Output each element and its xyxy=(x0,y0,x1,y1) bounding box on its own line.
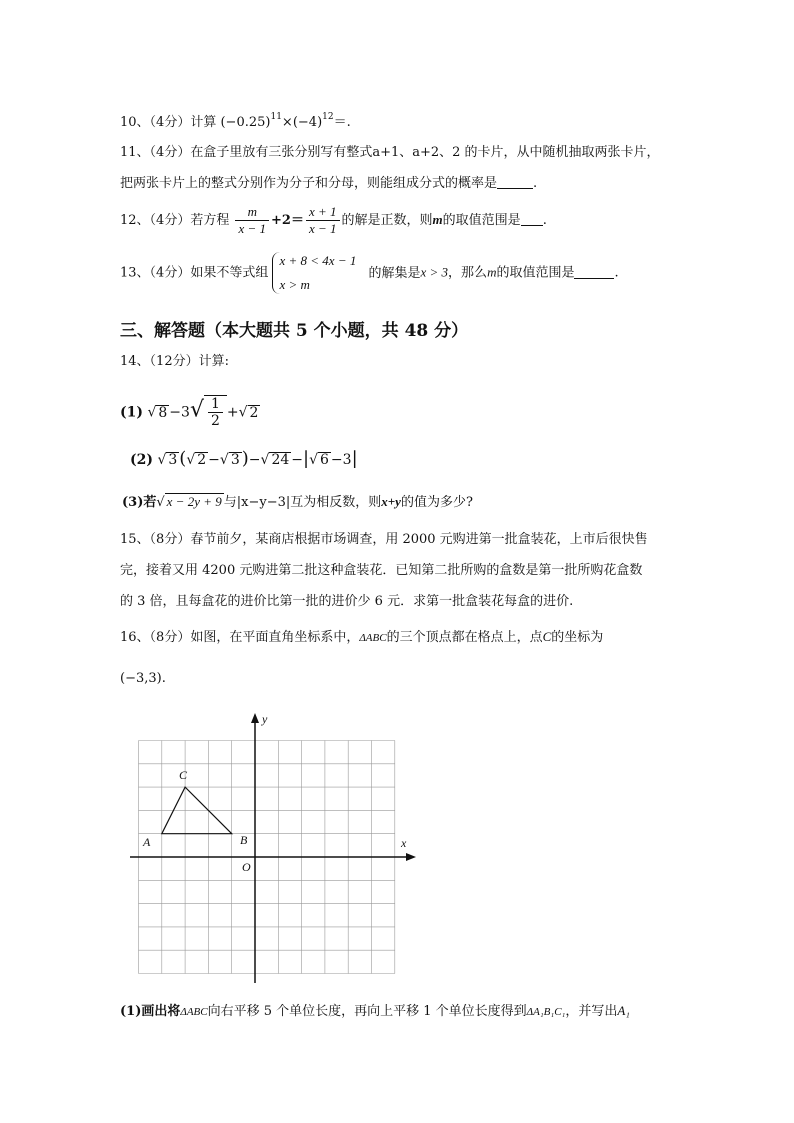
point-c-label: C xyxy=(179,768,188,782)
point-a-label: A xyxy=(143,835,151,849)
fraction: $\frac{x + 1}{x - 1}$ xyxy=(306,204,340,237)
origin-label: O xyxy=(242,860,251,874)
section-title: 三、解答题（本大题共 5 个小题，共 48 分） xyxy=(120,321,469,341)
q14-part3: (3)若√ x − 2y + 9 与|x−y−3|互为相反数，则x+y的值为多少? xyxy=(122,494,473,510)
question-14: 14、（12分）计算: xyxy=(120,354,229,369)
question-12: 12、（4分）若方程 $\frac{m}{x - 1}$ +2＝ $\frac{x + 1}{x - 1}$ 的解是正数，则m的取值范围是 . xyxy=(120,204,547,236)
question-13: 13、（4分）如果不等式组 x + 8 < 4x − 1 x > m 的解集是x > 3，那么m的取值范围是 . xyxy=(120,253,619,292)
fraction: $\frac{1}{2}$ xyxy=(208,396,223,429)
question-11-line2: 把两张卡片上的整式分别作为分子和分母，则能组成分式的概率是 . xyxy=(120,176,538,191)
question-16-part1: (1)画出将ΔABC向右平移 5 个单位长度，再向上平移 1 个单位长度得到ΔA₁B₁C₁，并写出A₁ xyxy=(120,1003,630,1019)
answer-blank[interactable] xyxy=(521,211,543,226)
answer-blank[interactable] xyxy=(574,264,614,279)
q10-expression: $(-0.25)^{11}\times(-4)^{12}$ xyxy=(220,112,334,130)
y-axis-label: y xyxy=(262,712,268,726)
question-16-line1: 16、（8分）如图，在平面直角坐标系中，ΔABC的三个顶点都在格点上，点C的坐标为 xyxy=(120,629,604,645)
question-15-line1: 15、（8分）春节前夕，某商店根据市场调查，用 2000 元购进第一批盒装花，上市后很快售 xyxy=(120,532,648,547)
q14-part2: (2) √ 3 (√ 2 −√ 3 )−√ 24 −|√ 6 −3| xyxy=(130,448,358,469)
question-10: 10、（4分）计算 $(-0.25)^{11}\times(-4)^{12}=$. xyxy=(120,112,351,130)
x-axis-arrow xyxy=(406,853,416,861)
question-11-line1: 11、（4分）在盒子里放有三张分别写有整式a+1、a+2、2 的卡片，从中随机抽取两张卡片， xyxy=(120,145,660,160)
answer-blank[interactable] xyxy=(497,174,533,189)
point-b-label: B xyxy=(240,833,248,847)
x-axis-label: x xyxy=(401,836,407,850)
q14-part1: (1) √ 8 −3√ $\frac{1}{2}$ +√ 2 xyxy=(120,396,259,429)
y-axis-arrow xyxy=(251,713,259,723)
inequality-system: x + 8 < 4x − 1 x > m xyxy=(272,252,356,294)
coordinate-grid xyxy=(120,705,420,990)
question-15-line2: 完，接着又用 4200 元购进第二批这种盒装花．已知第二批所购的盒数是第一批所购花盒数 xyxy=(120,563,643,578)
fraction: $\frac{m}{x - 1}$ xyxy=(235,204,269,237)
question-15-line3: 的 3 倍，且每盒花的进价比第一批的进价少 6 元．求第一批盒装花每盒的进价. xyxy=(120,594,574,609)
question-16-coord: (−3,3). xyxy=(120,671,166,686)
